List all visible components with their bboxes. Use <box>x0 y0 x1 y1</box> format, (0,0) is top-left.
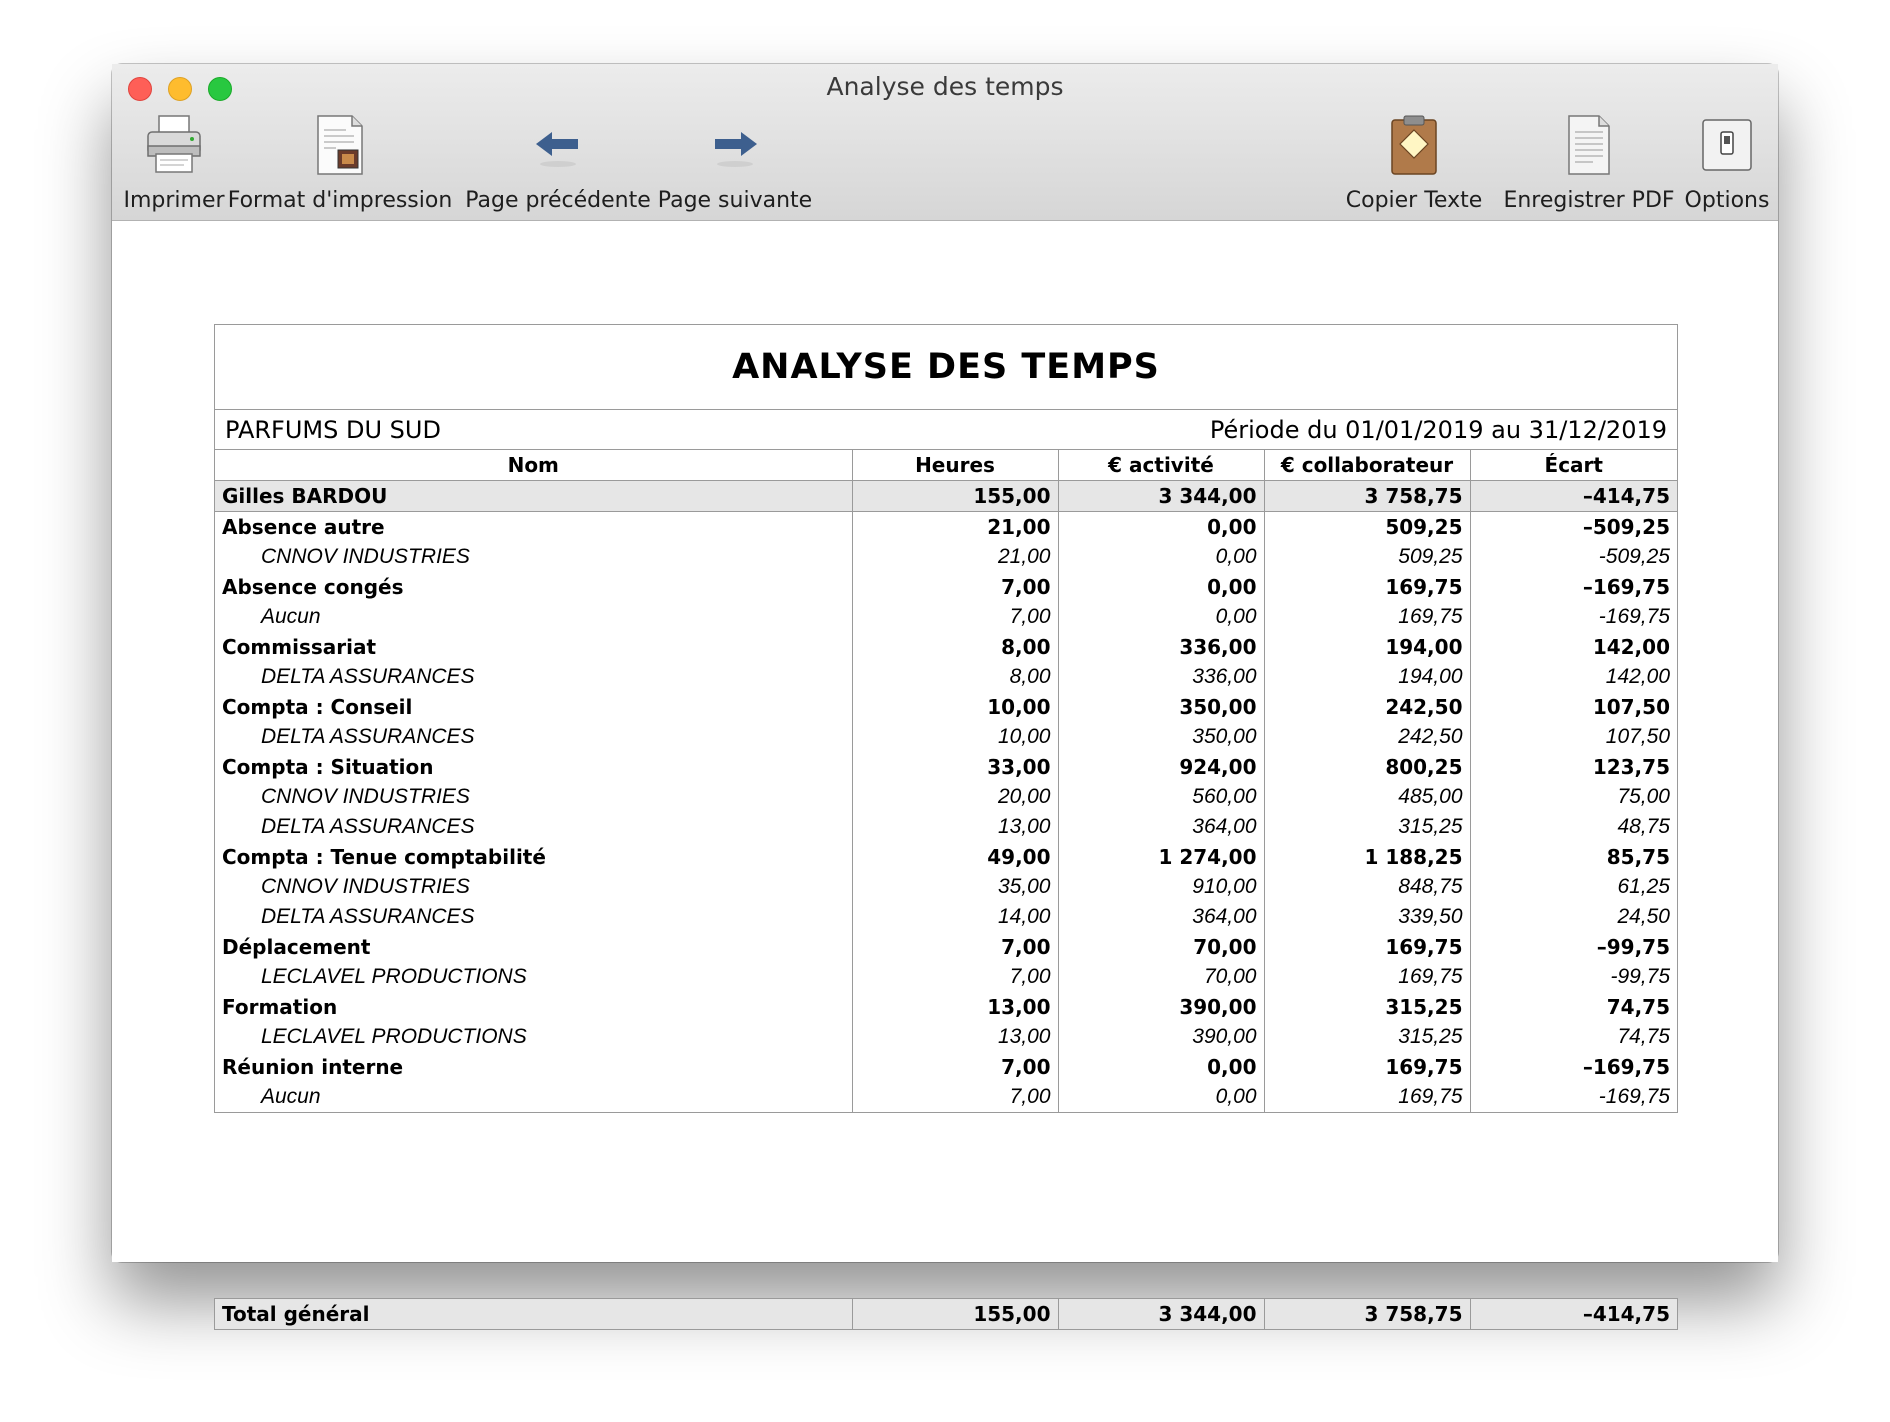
cell-activite: 3 344,00 <box>1058 481 1264 512</box>
cell-collaborateur: 485,00 <box>1264 782 1470 812</box>
cell-ecart: 142,00 <box>1592 635 1670 659</box>
cell-nom: CNNOV INDUSTRIES <box>215 782 852 812</box>
cell-heures: 7,00 <box>852 572 1058 602</box>
page-setup-label: Format d'impression <box>227 188 453 213</box>
cell-heures: 10,00 <box>852 722 1058 752</box>
table-category-row <box>215 992 1677 1022</box>
company-name: PARFUMS DU SUD <box>225 415 441 444</box>
grand-total-table <box>215 1299 1677 1329</box>
cell-activite: 0,00 <box>1058 572 1264 602</box>
cell-nom: Réunion interne <box>215 1052 852 1082</box>
cell-collaborateur: 315,25 <box>1264 992 1470 1022</box>
arrow-right-icon <box>705 114 765 176</box>
cell-ecart: –169,75 <box>1582 1055 1670 1079</box>
cell-ecart: 107,50 <box>1605 725 1670 748</box>
cell-nom: Absence congés <box>215 572 852 602</box>
cell-collaborateur: 848,75 <box>1264 872 1470 902</box>
column-header-nom: Nom <box>215 450 852 481</box>
cell-heures: 7,00 <box>852 932 1058 962</box>
cell-collaborateur: 169,75 <box>1264 602 1470 632</box>
cell-heures: 7,00 <box>852 602 1058 632</box>
table-subrow <box>215 722 1677 752</box>
cell-collaborateur: 242,50 <box>1264 722 1470 752</box>
next-page-button[interactable] <box>657 114 813 214</box>
cell-ecart: -169,75 <box>1598 605 1670 628</box>
table-person-row <box>215 481 1677 512</box>
cell-heures: 13,00 <box>852 812 1058 842</box>
cell-ecart: –99,75 <box>1596 935 1670 959</box>
cell-ecart: –169,75 <box>1582 575 1670 599</box>
cell-activite: 560,00 <box>1058 782 1264 812</box>
table-subrow <box>215 542 1677 572</box>
cell-ecart: 107,50 <box>1592 695 1670 719</box>
options-label: Options <box>1684 188 1770 213</box>
table-category-row <box>215 752 1677 782</box>
cell-collaborateur: 169,75 <box>1264 932 1470 962</box>
table-subrow <box>215 602 1677 632</box>
cell-activite: 350,00 <box>1058 692 1264 722</box>
time-analysis-table <box>215 450 1677 1112</box>
cell-heures: 49,00 <box>852 842 1058 872</box>
cell-nom: Aucun <box>215 602 852 632</box>
cell-activite: 0,00 <box>1058 602 1264 632</box>
cell-ecart: 85,75 <box>1606 845 1670 869</box>
cell-activite: 390,00 <box>1058 1022 1264 1052</box>
cell-heures: 33,00 <box>852 752 1058 782</box>
cell-nom: LECLAVEL PRODUCTIONS <box>215 1022 852 1052</box>
cell-nom: LECLAVEL PRODUCTIONS <box>215 962 852 992</box>
cell-collaborateur: 315,25 <box>1264 1022 1470 1052</box>
column-header-collaborateur: € collaborateur <box>1264 450 1470 481</box>
cell-activite: 0,00 <box>1058 542 1264 572</box>
cell-heures: 8,00 <box>852 632 1058 662</box>
title-bar <box>112 64 1778 221</box>
table-category-row <box>215 512 1677 543</box>
cell-nom: CNNOV INDUSTRIES <box>215 542 852 572</box>
page-setup-button[interactable] <box>227 114 453 214</box>
previous-page-button[interactable] <box>465 114 651 214</box>
options-button[interactable] <box>1684 114 1770 214</box>
cell-heures: 35,00 <box>852 872 1058 902</box>
cell-activite: 364,00 <box>1058 902 1264 932</box>
cell-ecart: 75,00 <box>1617 785 1670 808</box>
cell-activite: 336,00 <box>1058 662 1264 692</box>
cell-nom: Absence autre <box>215 512 852 543</box>
table-subrow <box>215 662 1677 692</box>
column-header-activite: € activité <box>1058 450 1264 481</box>
cell-collaborateur: 509,25 <box>1264 542 1470 572</box>
cell-collaborateur: 315,25 <box>1264 812 1470 842</box>
column-header-ecart: Écart <box>1470 450 1677 481</box>
table-category-row <box>215 842 1677 872</box>
grand-total-box <box>214 1298 1678 1330</box>
clipboard-icon <box>1384 114 1444 176</box>
cell-collaborateur: 194,00 <box>1264 632 1470 662</box>
cell-ecart: -509,25 <box>1598 545 1670 568</box>
report-title: ANALYSE DES TEMPS <box>215 325 1677 410</box>
cell-collaborateur: 242,50 <box>1264 692 1470 722</box>
cell-nom: DELTA ASSURANCES <box>215 722 852 752</box>
cell-heures: 155,00 <box>852 481 1058 512</box>
table-category-row <box>215 572 1677 602</box>
window-title: Analyse des temps <box>826 72 1064 101</box>
cell-ecart: –414,75 <box>1470 481 1677 512</box>
table-category-row <box>215 692 1677 722</box>
cell-collaborateur: 3 758,75 <box>1264 481 1470 512</box>
cell-heures: 14,00 <box>852 902 1058 932</box>
cell-nom: Commissariat <box>215 632 852 662</box>
report-header <box>215 410 1677 450</box>
cell-heures: 7,00 <box>852 1082 1058 1112</box>
cell-nom: Gilles BARDOU <box>215 481 852 512</box>
print-label: Imprimer <box>123 188 225 213</box>
cell-nom: Déplacement <box>215 932 852 962</box>
cell-heures: 21,00 <box>852 512 1058 543</box>
table-category-row <box>215 932 1677 962</box>
report-page <box>214 324 1678 1113</box>
table-category-row <box>215 632 1677 662</box>
total-collaborateur: 3 758,75 <box>1264 1299 1470 1329</box>
table-subrow <box>215 1082 1677 1112</box>
cell-ecart: 74,75 <box>1606 995 1670 1019</box>
cell-ecart: 123,75 <box>1592 755 1670 779</box>
cell-heures: 13,00 <box>852 1022 1058 1052</box>
switch-icon <box>1697 114 1757 176</box>
cell-collaborateur: 194,00 <box>1264 662 1470 692</box>
table-subrow <box>215 902 1677 932</box>
cell-activite: 70,00 <box>1058 962 1264 992</box>
cell-activite: 70,00 <box>1058 932 1264 962</box>
cell-heures: 8,00 <box>852 662 1058 692</box>
cell-activite: 364,00 <box>1058 812 1264 842</box>
print-button[interactable] <box>123 114 225 214</box>
cell-collaborateur: 169,75 <box>1264 1052 1470 1082</box>
cell-collaborateur: 509,25 <box>1264 512 1470 543</box>
report-period: Période du 01/01/2019 au 31/12/2019 <box>1209 415 1667 444</box>
cell-activite: 910,00 <box>1058 872 1264 902</box>
table-subrow <box>215 872 1677 902</box>
cell-heures: 20,00 <box>852 782 1058 812</box>
cell-activite: 924,00 <box>1058 752 1264 782</box>
cell-nom: DELTA ASSURANCES <box>215 812 852 842</box>
copy-text-button[interactable] <box>1342 114 1486 214</box>
cell-collaborateur: 169,75 <box>1264 572 1470 602</box>
cell-nom: Compta : Tenue comptabilité <box>215 842 852 872</box>
cell-heures: 13,00 <box>852 992 1058 1022</box>
cell-heures: 10,00 <box>852 692 1058 722</box>
cell-collaborateur: 339,50 <box>1264 902 1470 932</box>
cell-activite: 336,00 <box>1058 632 1264 662</box>
cell-nom: CNNOV INDUSTRIES <box>215 872 852 902</box>
report-window <box>112 64 1778 1326</box>
save-pdf-label: Enregistrer PDF <box>1503 188 1675 213</box>
cell-activite: 390,00 <box>1058 992 1264 1022</box>
cell-ecart: 61,25 <box>1617 875 1670 898</box>
save-pdf-button[interactable] <box>1502 114 1676 214</box>
cell-ecart: –509,25 <box>1582 515 1670 539</box>
printer-icon <box>144 114 204 176</box>
report-viewer <box>112 221 1778 1326</box>
table-subrow <box>215 812 1677 842</box>
cell-ecart: 24,50 <box>1617 905 1670 928</box>
cell-ecart: -99,75 <box>1610 965 1670 988</box>
table-body <box>215 481 1677 1113</box>
cell-collaborateur: 169,75 <box>1264 1082 1470 1112</box>
cell-ecart: -169,75 <box>1598 1085 1670 1108</box>
grand-total-row <box>215 1299 1677 1329</box>
total-activite: 3 344,00 <box>1058 1299 1264 1329</box>
cell-heures: 21,00 <box>852 542 1058 572</box>
cell-ecart: 48,75 <box>1617 815 1670 838</box>
page-setup-icon <box>310 114 370 176</box>
cell-nom: Aucun <box>215 1082 852 1112</box>
cell-activite: 0,00 <box>1058 512 1264 543</box>
cell-ecart: 74,75 <box>1617 1025 1670 1048</box>
table-category-row <box>215 1052 1677 1082</box>
cell-activite: 1 274,00 <box>1058 842 1264 872</box>
table-subrow <box>215 1022 1677 1052</box>
column-header-heures: Heures <box>852 450 1058 481</box>
cell-nom: Formation <box>215 992 852 1022</box>
cell-heures: 7,00 <box>852 962 1058 992</box>
copy-text-label: Copier Texte <box>1345 188 1483 213</box>
cell-nom: DELTA ASSURANCES <box>215 662 852 692</box>
table-subrow <box>215 782 1677 812</box>
cell-nom: Compta : Conseil <box>215 692 852 722</box>
cell-collaborateur: 169,75 <box>1264 962 1470 992</box>
cell-activite: 350,00 <box>1058 722 1264 752</box>
cell-collaborateur: 1 188,25 <box>1264 842 1470 872</box>
previous-page-label: Page précédente <box>465 188 651 213</box>
cell-activite: 0,00 <box>1058 1082 1264 1112</box>
pdf-document-icon <box>1559 114 1619 176</box>
next-page-label: Page suivante <box>657 188 813 213</box>
total-ecart: –414,75 <box>1582 1302 1670 1326</box>
cell-collaborateur: 800,25 <box>1264 752 1470 782</box>
total-heures: 155,00 <box>852 1299 1058 1329</box>
arrow-left-icon <box>528 114 588 176</box>
table-header-row <box>215 450 1677 481</box>
cell-activite: 0,00 <box>1058 1052 1264 1082</box>
cell-nom: DELTA ASSURANCES <box>215 902 852 932</box>
cell-heures: 7,00 <box>852 1052 1058 1082</box>
cell-ecart: 142,00 <box>1605 665 1670 688</box>
table-subrow <box>215 962 1677 992</box>
total-label: Total général <box>215 1299 852 1329</box>
cell-nom: Compta : Situation <box>215 752 852 782</box>
